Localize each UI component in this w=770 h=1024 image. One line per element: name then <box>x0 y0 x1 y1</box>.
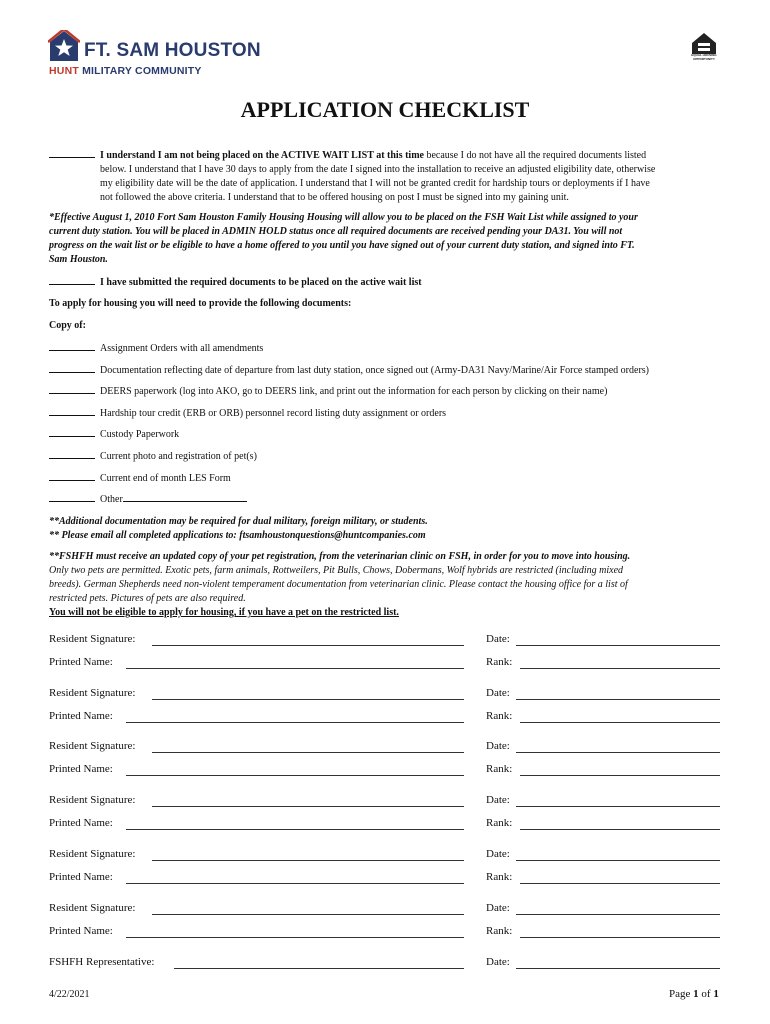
page-number <box>669 988 719 1000</box>
item-check-blank[interactable] <box>49 363 95 373</box>
printed-name-label: Printed Name: <box>49 763 113 775</box>
resident-signature-field[interactable] <box>152 914 464 915</box>
rank-label: Rank: <box>486 656 513 668</box>
equal-housing-logo <box>686 30 722 62</box>
item-label: Hardship tour credit (ERB or ORB) personnel record listing duty assignment or orders <box>100 407 447 419</box>
rank-label: Rank: <box>486 710 513 722</box>
rep-date-label: Date: <box>486 956 510 968</box>
eho-text: EQUAL HOUSING OPPORTUNITY <box>691 53 717 61</box>
date-label: Date: <box>486 687 510 699</box>
date-field[interactable] <box>516 645 720 646</box>
effective-line3: progress on the wait list or be eligible to have a home offered to you until you have signed out of your current duty station, and signed into FT. <box>49 240 635 251</box>
page-total: 1 <box>713 988 719 1000</box>
understand-line2: below. I understand that I have 30 days to apply from the date I signed into the installation to receive an adjusted eligibility date, otherwise <box>100 164 656 175</box>
date-field[interactable] <box>516 860 720 861</box>
item-label: Current end of month LES Form <box>100 472 231 484</box>
printed-name-field[interactable] <box>126 937 464 938</box>
pet-line4: restricted pets. Pictures of pets are also required. <box>49 593 246 604</box>
resident-signature-field[interactable] <box>152 645 464 646</box>
to-apply-heading: To apply for housing you will need to provide the following documents: <box>49 298 352 309</box>
item-label: Other <box>100 494 123 506</box>
rank-label: Rank: <box>486 871 513 883</box>
rank-label: Rank: <box>486 817 513 829</box>
rank-field[interactable] <box>520 722 720 723</box>
additional-notes <box>49 515 749 543</box>
checklist-item <box>49 449 749 471</box>
item-check-blank[interactable] <box>49 492 95 502</box>
rank-field[interactable] <box>520 883 720 884</box>
rank-field[interactable] <box>520 775 720 776</box>
resident-signature-field[interactable] <box>152 752 464 753</box>
resident-signature-label: Resident Signature: <box>49 902 136 914</box>
printed-name-field[interactable] <box>126 722 464 723</box>
logo-star-icon <box>48 30 80 62</box>
pet-notice <box>49 550 749 620</box>
checklist-item <box>49 406 749 428</box>
rep-signature-field[interactable] <box>174 968 464 969</box>
understand-line4: not followed the above criteria. I understand that to be offered housing on post I must be signed into my gaining unit. <box>100 192 569 203</box>
item-check-blank[interactable] <box>49 406 95 416</box>
checklist-item <box>49 471 749 493</box>
pet-bold-line: **FSHFH must receive an updated copy of your pet registration, from the veterinarian clinic on FSH, in order for you to move into housing. <box>49 551 631 562</box>
page-num: 1 <box>693 988 699 1000</box>
understand-paragraph <box>49 148 729 205</box>
item-check-blank[interactable] <box>49 384 95 394</box>
printed-name-label: Printed Name: <box>49 817 113 829</box>
resident-signature-label: Resident Signature: <box>49 687 136 699</box>
understand-check-blank[interactable] <box>49 148 95 158</box>
resident-signature-label: Resident Signature: <box>49 633 136 645</box>
printed-name-field[interactable] <box>126 883 464 884</box>
checklist-item <box>49 384 749 406</box>
item-label: Documentation reflecting date of departure from last duty station, once signed out (Army-DA31 Navy/Marine/Air Force stamped orders) <box>100 364 650 376</box>
org-sub-rest: MILITARY COMMUNITY <box>82 65 202 77</box>
effective-notice <box>49 211 739 267</box>
printed-name-label: Printed Name: <box>49 656 113 668</box>
date-field[interactable] <box>516 752 720 753</box>
effective-line1: *Effective August 1, 2010 Fort Sam Houston Family Housing Housing will allow you to be placed on the FSH Wait List while assigned to your <box>49 212 638 223</box>
item-label: DEERS paperwork (log into AKO, go to DEERS link, and print out the information for each person by clicking on their name) <box>100 386 608 398</box>
submitted-text: I have submitted the required documents to be placed on the active wait list <box>100 277 422 288</box>
copy-of-heading: Copy of: <box>49 320 86 331</box>
date-label: Date: <box>486 902 510 914</box>
rank-field[interactable] <box>520 668 720 669</box>
understand-bold: I understand I am not being placed on the ACTIVE WAIT LIST at this time <box>100 150 424 161</box>
page-of: of <box>698 988 714 1000</box>
org-title: FT. SAM HOUSTON <box>84 40 261 61</box>
item-label: Assignment Orders with all amendments <box>100 343 264 354</box>
rep-label: FSHFH Representative: <box>49 956 155 968</box>
item-label: Custody Paperwork <box>100 429 180 441</box>
resident-signature-field[interactable] <box>152 699 464 700</box>
resident-signature-label: Resident Signature: <box>49 794 136 806</box>
not-eligible-line: You will not be eligible to apply for housing, if you have a pet on the restricted list. <box>49 607 399 618</box>
checklist-item <box>49 341 749 363</box>
submitted-row <box>49 275 422 290</box>
item-check-blank[interactable] <box>49 471 95 481</box>
footer-date: 4/22/2021 <box>49 989 90 1000</box>
submitted-check-blank[interactable] <box>49 275 95 285</box>
date-label: Date: <box>486 848 510 860</box>
printed-name-field[interactable] <box>126 668 464 669</box>
understand-line3: my eligibility date will be the date of application. I understand that I will not be granted credit for hardship tours or deployments if I have <box>100 178 650 189</box>
printed-name-label: Printed Name: <box>49 925 113 937</box>
date-label: Date: <box>486 794 510 806</box>
rank-label: Rank: <box>486 925 513 937</box>
checklist-item <box>49 492 749 514</box>
printed-name-field[interactable] <box>126 829 464 830</box>
printed-name-label: Printed Name: <box>49 871 113 883</box>
email-line: ** Please email all completed applications to: ftsamhoustonquestions@huntcompanies.com <box>49 530 426 541</box>
org-sub-hunt: HUNT <box>49 65 79 77</box>
pet-line2: Only two pets are permitted. Exotic pets, farm animals, Rottweilers, Pit Bulls, Chows, Dobermans, Wolf hybrids are restricted (including mixed <box>49 565 624 576</box>
checklist <box>49 341 749 514</box>
date-field[interactable] <box>516 699 720 700</box>
printed-name-field[interactable] <box>126 775 464 776</box>
printed-name-label: Printed Name: <box>49 710 113 722</box>
rank-label: Rank: <box>486 763 513 775</box>
checklist-item <box>49 427 749 449</box>
resident-signature-field[interactable] <box>152 860 464 861</box>
resident-signature-field[interactable] <box>152 806 464 807</box>
org-subtitle <box>49 65 202 77</box>
date-field[interactable] <box>516 806 720 807</box>
resident-signature-label: Resident Signature: <box>49 740 136 752</box>
page-prefix: Page <box>669 988 694 1000</box>
effective-line2: current duty station. You will be placed in ADMIN HOLD status once all required documents are received pending your DA31. You will not <box>49 226 623 237</box>
pet-line3: breeds). German Shepherds need non-violent temperament documentation from veterinarian clinic. Please contact the housing office for a list of <box>49 579 628 590</box>
understand-rest: because I do not have all the required documents listed <box>423 150 647 161</box>
page-title: APPLICATION CHECKLIST <box>240 97 530 122</box>
item-check-blank[interactable] <box>49 427 95 437</box>
item-label: Current photo and registration of pet(s) <box>100 450 257 462</box>
date-label: Date: <box>486 740 510 752</box>
date-label: Date: <box>486 633 510 645</box>
effective-line4: Sam Houston. <box>49 254 108 265</box>
resident-signature-label: Resident Signature: <box>49 848 136 860</box>
additional-line: **Additional documentation may be required for dual military, foreign military, or students. <box>49 516 428 527</box>
item-check-blank[interactable] <box>49 449 95 459</box>
rank-field[interactable] <box>520 829 720 830</box>
rank-field[interactable] <box>520 937 720 938</box>
rep-date-field[interactable] <box>516 968 720 969</box>
date-field[interactable] <box>516 914 720 915</box>
checklist-item <box>49 363 749 385</box>
item-check-blank[interactable] <box>49 341 95 351</box>
other-field[interactable] <box>123 492 247 502</box>
